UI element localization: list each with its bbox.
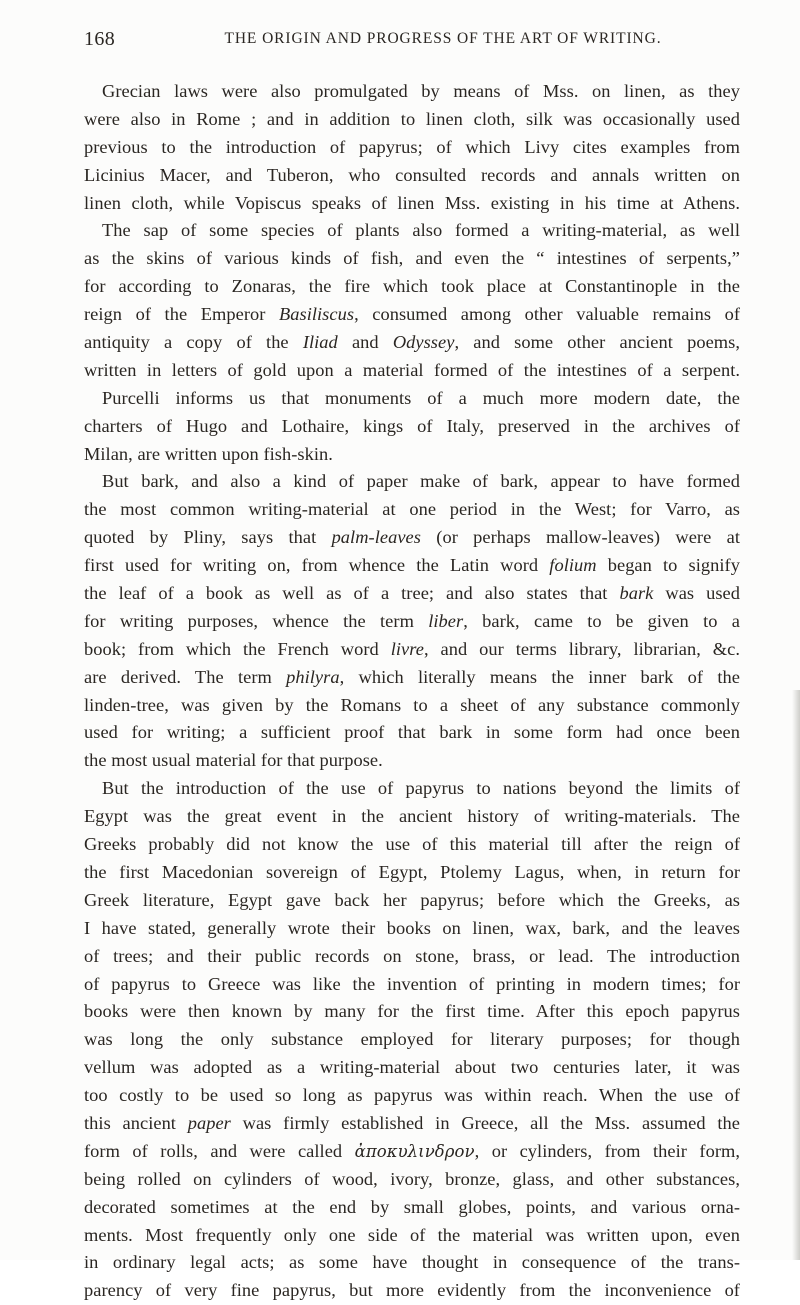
italic-term: Odyssey [392,332,455,353]
text-line: first used for writing on, from whence the Latin word folium began to signify [84,555,740,576]
italic-term: livre [390,638,424,659]
text-line: linden-tree, was given by the Romans to a sheet of any substance commonly [84,694,740,715]
text-line: as the skins of various kinds of fish, and even the “ intestines of serpents,” [84,248,740,269]
text-line: this ancient paper was firmly established in Greece, all the Mss. assumed the [84,1112,741,1133]
text-line: in ordinary legal acts; as some have thought in consequence of the trans- [84,1252,740,1273]
text-line: book; from which the French word livre, and our terms library, librarian, &c. [84,638,740,659]
italic-term: philyra [286,666,340,687]
text-line: for according to Zonaras, the fire which took place at Constantinople in the [84,276,740,297]
text-line: Purcelli informs us that monuments of a much more modern date, the [102,387,740,408]
text-line: were also in Rome ; and in addition to linen cloth, silk was occasionally used [84,108,740,129]
text-line: Greeks probably did not know the use of this material till after the reign of [84,834,740,855]
italic-term: Iliad [302,332,338,353]
text-line: used for writing; a sufficient proof that bark in some form had once been [84,722,740,743]
text-line: books were then known by many for the first time. After this epoch papyrus [84,1001,740,1022]
running-title: THE ORIGIN AND PROGRESS OF THE ART OF WRITING. [224,30,662,47]
italic-term: liber [428,610,464,631]
text-line: the first Macedonian sovereign of Egypt, Ptolemy Lagus, when, in return for [84,861,740,882]
text-line: form of rolls, and were called ἀποκυλινδρον, or cylinders, from their form, [84,1140,741,1161]
italic-term: Basiliscus [278,304,355,325]
text-line: too costly to be used so long as papyrus was within reach. When the use of [84,1085,740,1106]
text-line: antiquity a copy of the Iliad and Odyssey, and some other ancient poems, [84,332,740,353]
text-line: being rolled on cylinders of wood, ivory, bronze, glass, and other substances, [84,1168,740,1189]
text-line: the most common writing-material at one period in the West; for Varro, as [84,499,740,520]
page-edge-shadow [792,690,800,1260]
text-line: was long the only substance employed for literary purposes; for though [84,1029,740,1050]
text-line: Egypt was the great event in the ancient history of writing-materials. The [84,806,740,827]
text-line: reign of the Emperor Basiliscus, consumed among other valuable remains of [84,304,740,325]
text-line: Grecian laws were also promulgated by means of Mss. on linen, as they [102,81,740,101]
text-line: written in letters of gold upon a material formed of the intestines of a serpent. [84,359,740,380]
body-text [84,78,740,1305]
italic-term: folium [549,555,597,576]
text-line: charters of Hugo and Lothaire, kings of Italy, preserved in the archives of [84,415,740,436]
italic-term: bark [619,583,654,604]
text-line: previous to the introduction of papyrus; of which Livy cites examples from [84,136,740,157]
page-number: 168 [84,28,116,50]
text-line: Licinius Macer, and Tuberon, who consulted records and annals written on [84,164,740,185]
text-line: the leaf of a book as well as of a tree; and also states that bark was used [84,583,741,604]
text-line: parency of very fine papyrus, but more evidently from the inconvenience of [84,1280,740,1301]
italic-term: ἀποκυλινδρον [354,1141,475,1161]
text-line: ments. Most frequently only one side of the material was written upon, even [84,1224,740,1245]
text-line: The sap of some species of plants also formed a writing-material, as well [102,220,740,241]
text-line: are derived. The term philyra, which literally means the inner bark of the [84,666,740,687]
text-line: Greek literature, Egypt gave back her papyrus; before which the Greeks, as [84,889,740,910]
text-line: Milan, are written upon fish-skin. [84,443,333,464]
italic-term: paper [187,1112,231,1133]
text-line: decorated sometimes at the end by small globes, points, and various orna- [84,1196,740,1217]
text-line: quoted by Pliny, says that palm-leaves (or perhaps mallow-leaves) were at [84,527,740,548]
text-line: for writing purposes, whence the term liber, bark, came to be given to a [84,610,740,631]
text-line: linen cloth, while Vopiscus speaks of linen Mss. existing in his time at Athens. [84,192,740,213]
text-line: of trees; and their public records on stone, brass, or lead. The introduction [84,945,740,966]
italic-term: palm-leaves [331,527,421,548]
text-line: I have stated, generally wrote their books on linen, wax, bark, and the leaves [84,917,740,938]
text-line: But bark, and also a kind of paper make of bark, appear to have formed [102,471,740,492]
text-line: But the introduction of the use of papyrus to nations beyond the limits of [102,778,740,799]
text-line: of papyrus to Greece was like the invention of printing in modern times; for [84,973,740,994]
running-head [84,28,740,58]
text-line: the most usual material for that purpose. [84,750,383,771]
text-line: vellum was adopted as a writing-material about two centuries later, it was [84,1057,740,1078]
